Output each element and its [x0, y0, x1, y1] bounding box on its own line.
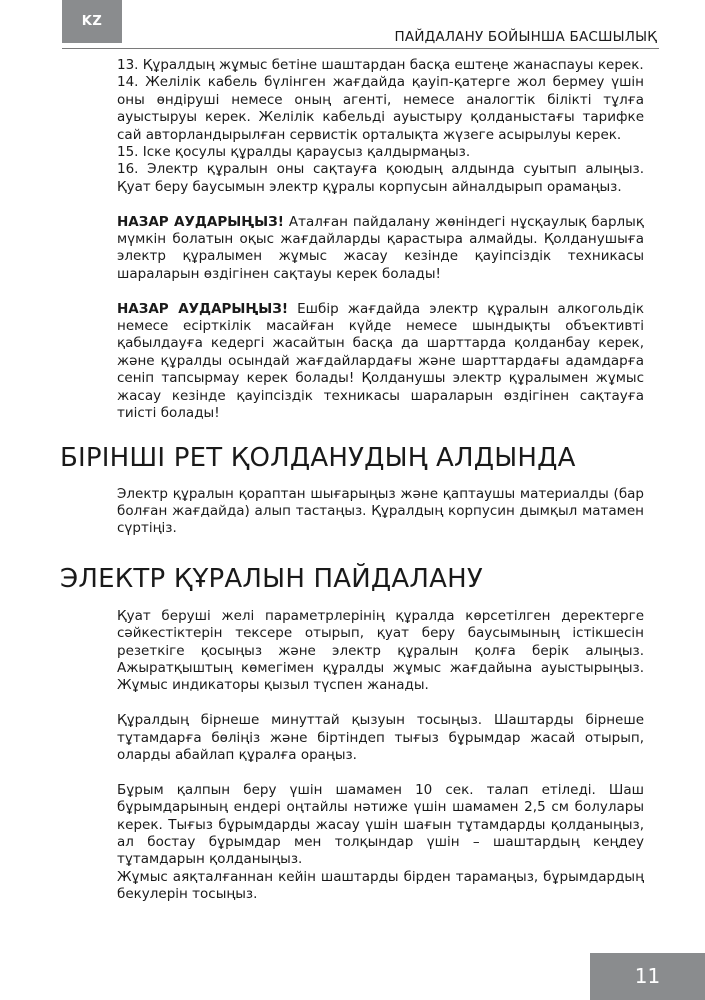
safety-list [117, 57, 644, 423]
page-content [0, 57, 705, 904]
header-rule [62, 48, 659, 49]
warning-paragraph-2 [117, 301, 644, 423]
paragraph: Жұмыс аяқталғаннан кейін шаштарды бірден тарамаңыз, бұрымдардың бекулерін тосыңыз. [117, 868, 644, 903]
paragraph: Электр құралын қораптан шығарыңыз және қаптаушы материалды (бар болған жағдайда) алып тастаңыз. Құралдың корпусин дымқыл матамен сүртіңіз. [117, 485, 644, 537]
paragraph: Қуат беруші желі параметрлерінің құралда көрсетілген деректерге сәйкестіктерін тексере отырып, қуат беру баусымының істікшесін резеткіге қосыңыз және электр құралын қолға берік алыңыз. Ажыратқыштың көмегімен құралды жұмыс жағдайына ауыстырыңыз. Жұмыс индикаторы қызыл түспен жанады. [117, 607, 644, 694]
spacer [117, 695, 644, 712]
warning-text: Аталған пайдалану жөніндегі нұсқаулық барлық мүмкін болатын оқыс жағдайларды қарастыра алмайды. Қолданушыға электр құралымен жұмыс жасау кезінде қауіпсіздік техникасы шараларын өздігінен сақтауы керек болады! [117, 213, 644, 282]
section-before-first-use-body [117, 486, 644, 538]
spacer [117, 283, 644, 300]
page-number: 11 [590, 953, 705, 1000]
safety-item-15: 15. Іске қосулы құралды қараусыз қалдырмаңыз. [117, 144, 471, 161]
safety-item-14: 14. Желілік кабель бүлінген жағдайда қауіп-қатерге жол бермеу үшін оны өндіруші немесе оның агенті, немесе аналогтік білікті тұлға ауыстыруы керек. Желілік кабельді ауыстыру қолданыстағы тарифке сай авторландырылған сервистік орталықта жүзеге асырылуы керек. [117, 74, 644, 143]
section-title-before-first-use: БІРІНШІ РЕТ ҚОЛДАНУДЫҢ АЛДЫНДА [60, 442, 576, 473]
warning-text: Ешбір жағдайда электр құралын алкогольдік немесе есірткілік масайған күйде немесе шындықты объективті қабылдауға кедергі жасайтын басқа да шарттарда қолданбау керек, және құралды осындай жағдайлардағы және шарттардағы адамдарға сеніп тапсырмау керек болады! Қолданушы электр құралымен жұмыс жасау кезінде қауіпсіздік техникасы шараларын өздігінен сақтауға тиісті болады! [117, 300, 644, 422]
running-header-title: ПАЙДАЛАНУ БОЙЫНША БАСШЫЛЫҚ [394, 29, 657, 45]
warning-label: НАЗАР АУДАРЫҢЫЗ! [117, 300, 289, 317]
language-tab: KZ [62, 0, 122, 43]
paragraph: Құралдың бірнеше минуттай қызуын тосыңыз. Шаштарды бірнеше тұтамдарға бөліңіз және біртіндеп тығыз бұрымдар жасай отырып, оларды абайлап құралға ораңыз. [117, 712, 644, 763]
safety-item-13: 13. Құралдың жұмыс бетіне шаштардан басқа ештеңе жанаспауы керек. [117, 57, 644, 73]
warning-paragraph-1 [117, 214, 644, 284]
warning-label: НАЗАР АУДАРЫҢЫЗ! [117, 213, 284, 230]
paragraph: Бұрым қалпын беру үшін шамамен 10 сек. талап етіледі. Шаш бұрымдарының ендері оңтайлы нәтиже үшін шамамен 2,5 см болулары керек. Тығыз бұрымдарды жасау үшін шағын тұтамдарды қолданыңыз, ал бостау бұрымдар мен толқындар үшін – шаштардың кеңдеу тұтамдарын қолданыңыз. [117, 781, 644, 868]
spacer [117, 764, 644, 781]
section-title-using-tool: ЭЛЕКТР ҚҰРАЛЫН ПАЙДАЛАНУ [60, 563, 483, 594]
spacer [117, 196, 644, 213]
safety-item-16: 16. Электр құралын оны сақтауға қоюдың алдында суытып алыңыз. Қуат беру баусымын электр құралы корпусын айналдырып орамаңыз. [117, 161, 644, 195]
section-using-tool-body [117, 608, 644, 904]
